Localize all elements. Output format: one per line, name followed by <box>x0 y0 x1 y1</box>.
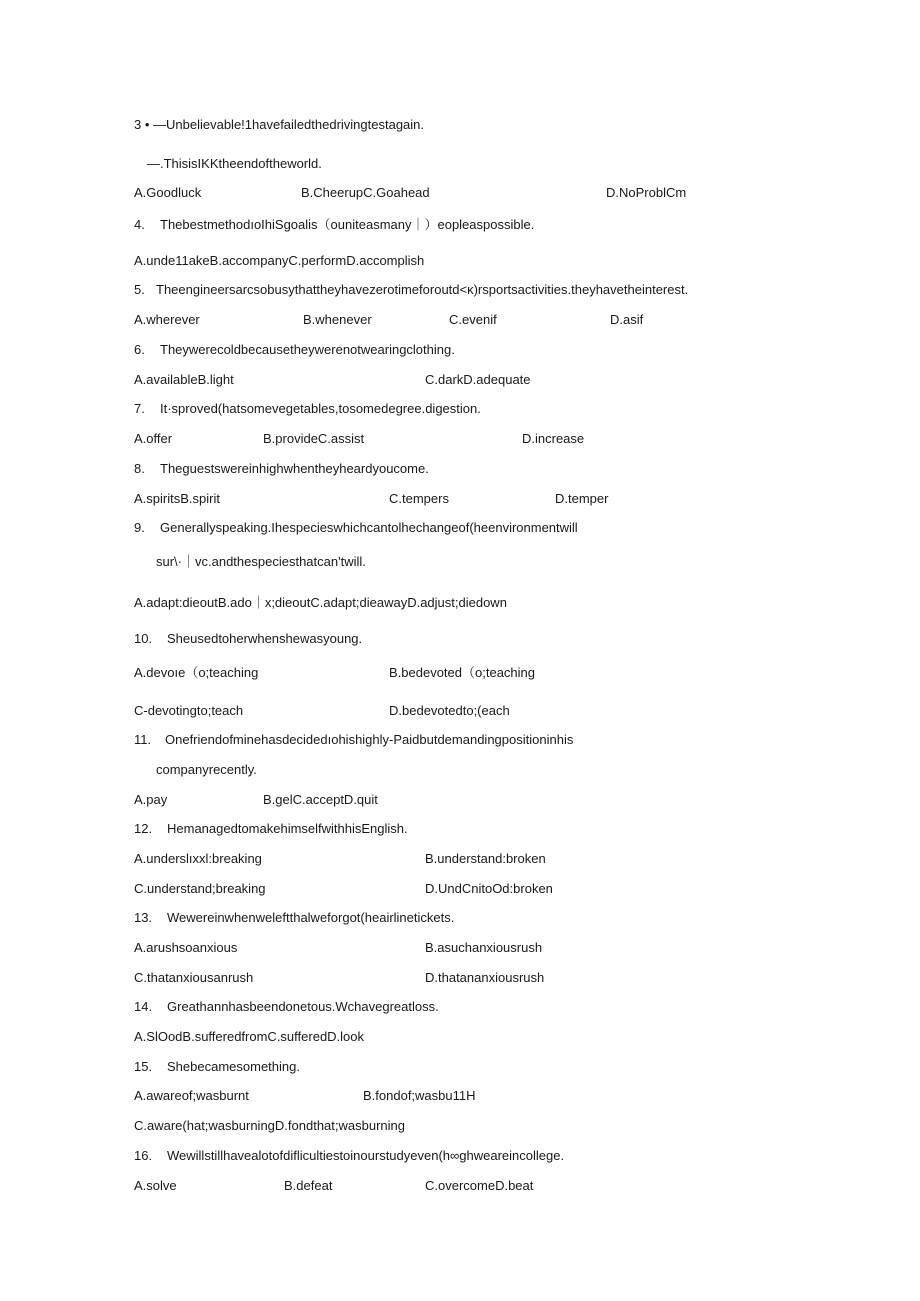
q3-line2: —.ThisisIKKtheendoftheworld. <box>147 156 322 171</box>
q4-stem: ThebestmethodıoIhiSgoalis（ouniteasmany｜）eopleaspossible. <box>160 217 535 232</box>
q10-number: 10. <box>134 631 153 646</box>
q5-stem: Theengineersarcsobusythattheyhavezerotimeforoutd<κ)rsportsactivities.theyhavetheinterest. <box>156 282 689 297</box>
q13-option-c: C.thatanxiousanrush <box>134 970 254 985</box>
q5-option-d: D.asif <box>610 312 644 327</box>
q13-option-d: D.thatananxiousrush <box>425 970 545 985</box>
q8-stem: Theguestswereinhighwhentheyheardyoucome. <box>160 461 429 476</box>
q8-option-ab: A.spiritsB.spirit <box>134 491 220 506</box>
q3-option-bc: B.CheerupC.Goahead <box>301 185 430 200</box>
q13-stem: Wewereinwhenweleftthalweforgot(heairlinetickets. <box>167 910 455 925</box>
q11-line2: companyrecently. <box>156 762 257 777</box>
q3-option-a: A.Goodluck <box>134 185 202 200</box>
q11-option-bcd: B.gelC.acceptD.quit <box>263 792 378 807</box>
q6-option-ab: A.availableB.light <box>134 372 234 387</box>
q10-option-a: A.devoıe（o;teaching <box>134 665 259 680</box>
q9-stem: Generallyspeaking.Ihespecieswhichcantolhechangeof(heenvironmentwill <box>160 520 578 535</box>
q13-option-a: A.arushsoanxious <box>134 940 238 955</box>
q8-option-c: C.tempers <box>389 491 449 506</box>
q13-option-b: B.asuchanxiousrush <box>425 940 543 955</box>
q14-options: A.SlOodB.sufferedfromC.sufferedD.look <box>134 1029 365 1044</box>
q7-option-bc: B.provideC.assist <box>263 431 365 446</box>
q8-number: 8. <box>134 461 145 476</box>
q9-options: A.adapt:dieoutB.ado｜x;dieoutC.adapt;dieawayD.adjust;diedown <box>134 595 507 610</box>
q6-number: 6. <box>134 342 145 357</box>
q12-option-d: D.UndCnitoOd:broken <box>425 881 553 896</box>
q10-option-b: B.bedevoted（o;teaching <box>389 665 535 680</box>
q16-number: 16. <box>134 1148 153 1163</box>
q7-number: 7. <box>134 401 145 416</box>
q15-number: 15. <box>134 1059 153 1074</box>
q12-stem: HemanagedtomakehimselfwithhisEnglish. <box>167 821 408 836</box>
q15-option-b: B.fondof;wasbu11H <box>363 1088 476 1103</box>
q10-stem: Sheusedtoherwhenshewasyoung. <box>167 631 363 646</box>
q13-number: 13. <box>134 910 153 925</box>
q3-stem: 3 • —Unbelievable!1havefailedthedrivingtestagain. <box>134 117 425 132</box>
q6-option-cd: C.darkD.adequate <box>425 372 531 387</box>
q5-option-c: C.evenif <box>449 312 497 327</box>
q12-option-b: B.understand:broken <box>425 851 546 866</box>
q3-option-d: D.NoProblCm <box>606 185 687 200</box>
q16-option-cd: C.overcomeD.beat <box>425 1178 534 1193</box>
q14-stem: Greathannhasbeendonetous.Wchavegreatloss. <box>167 999 439 1014</box>
q15-option-cd: C.aware(hat;wasburningD.fondthat;wasburning <box>134 1118 405 1133</box>
q9-number: 9. <box>134 520 145 535</box>
q12-number: 12. <box>134 821 153 836</box>
q16-stem: Wewillstillhavealotofdiflicultiestoinourstudyeven(h∞ghweareincollege. <box>167 1148 565 1163</box>
q15-option-a: A.awareof;wasburnt <box>134 1088 249 1103</box>
q12-option-c: C.understand;breaking <box>134 881 266 896</box>
q9-line2: sur\·｜vc.andthespeciesthatcan'twill. <box>156 554 366 569</box>
q10-option-d: D.bedevotedto;(each <box>389 703 510 718</box>
q16-option-a: A.solve <box>134 1178 177 1193</box>
q7-stem: It·sproved(hatsomevegetables,tosomedegree.digestion. <box>160 401 481 416</box>
q12-option-a: A.underslıxxl:breaking <box>134 851 262 866</box>
q5-option-a: A.wherever <box>134 312 200 327</box>
q4-options: A.unde11akeB.accompanyC.performD.accomplish <box>134 253 425 268</box>
q14-number: 14. <box>134 999 153 1014</box>
q11-option-a: A.pay <box>134 792 168 807</box>
q7-option-a: A.offer <box>134 431 173 446</box>
q11-stem: Onefriendofminehasdecidedıohishighly-Paidbutdemandingpositioninhis <box>165 732 574 747</box>
q6-stem: Theywerecoldbecausetheywerenotwearingclothing. <box>160 342 455 357</box>
q4-number: 4. <box>134 217 145 232</box>
q10-option-c: C-devotingto;teach <box>134 703 244 718</box>
q5-option-b: B.whenever <box>303 312 372 327</box>
q7-option-d: D.increase <box>522 431 585 446</box>
q15-stem: Shebecamesomething. <box>167 1059 300 1074</box>
q11-number: 11. <box>134 732 152 747</box>
q16-option-b: B.defeat <box>284 1178 333 1193</box>
q5-number: 5. <box>134 282 145 297</box>
q8-option-d: D.temper <box>555 491 609 506</box>
